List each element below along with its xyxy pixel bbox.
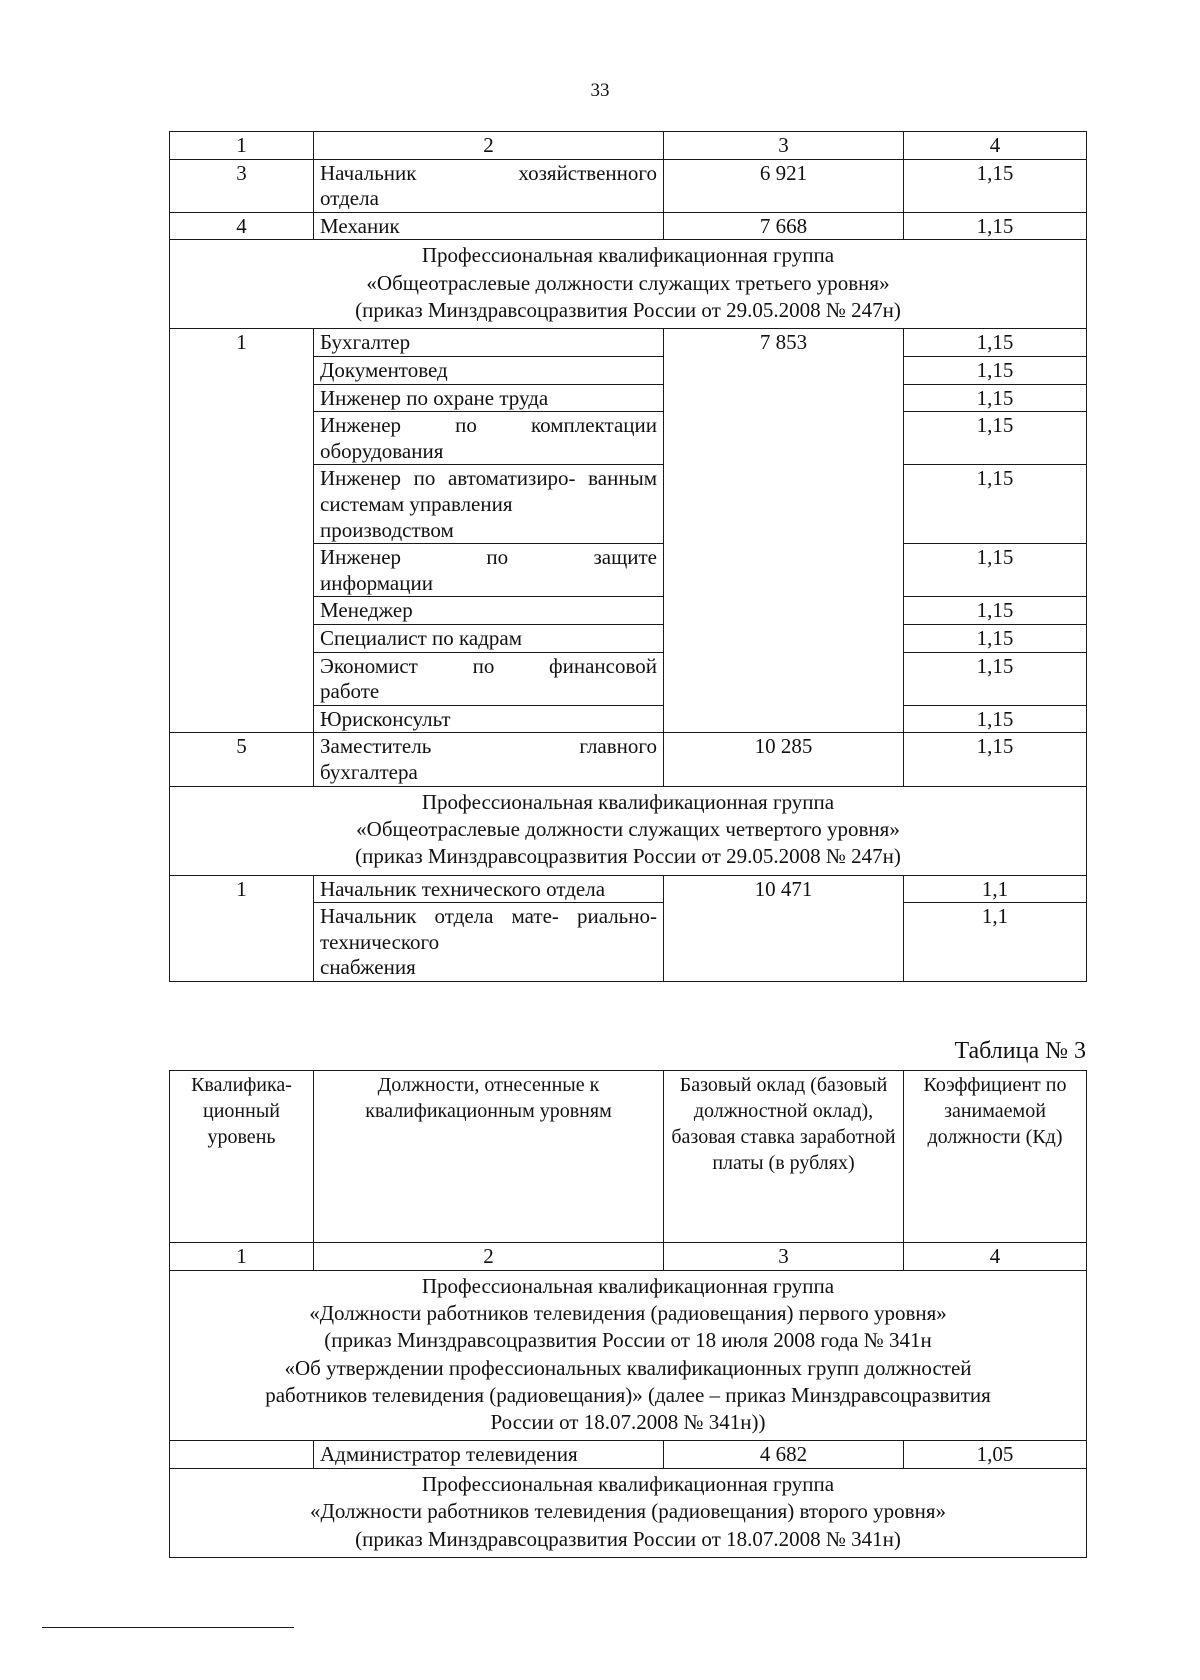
colnum-3: 3	[664, 1243, 904, 1271]
position-cell: Документовед	[314, 356, 664, 384]
position-text-line: работе	[320, 679, 380, 704]
coefficient-cell: 1,15	[904, 544, 1087, 597]
position-cell: Начальник технического отдела	[314, 875, 664, 903]
table-row	[170, 212, 1087, 240]
position-cell: Механик	[314, 212, 664, 240]
position-text-line: снабжения	[320, 955, 416, 980]
position-text-line: бухгалтера	[320, 760, 418, 785]
colnum-1: 1	[170, 132, 314, 160]
coefficient-cell: 1,15	[904, 356, 1087, 384]
coefficient-cell: 1,15	[904, 652, 1087, 705]
group-name: «Должности работников телевидения (радиовещания) второго уровня»	[310, 1499, 946, 1524]
position-text-line: Экономист по финансовой	[320, 653, 657, 678]
group-title: Профессиональная квалификационная группа	[421, 1472, 835, 1496]
header-base-salary: Базовый оклад (базовый должностной оклад), базовая ставка заработной платы (в рублях)	[664, 1071, 904, 1243]
colnum-2: 2	[314, 1243, 664, 1271]
position-text-line: Начальник хозяйственного	[320, 160, 657, 185]
colnum-4: 4	[904, 1243, 1087, 1271]
colnum-3: 3	[664, 132, 904, 160]
level-cell: 1	[170, 875, 314, 981]
group-header-row	[170, 1469, 1087, 1558]
footnote-rule	[42, 1627, 294, 1628]
group-order-reference: России от 18.07.2008 № 341н))	[490, 1410, 766, 1435]
group-name: «Должности работников телевидения (радиовещания) первого уровня»	[309, 1300, 947, 1325]
coefficient-cell: 1,05	[904, 1441, 1087, 1469]
position-text-line: производством	[320, 517, 454, 542]
group-title: Профессиональная квалификационная группа	[421, 789, 835, 814]
level-cell: 3	[170, 159, 314, 212]
position-cell	[314, 544, 664, 597]
coefficient-cell: 1,1	[904, 875, 1087, 903]
salary-cell: 10 471	[664, 875, 904, 981]
coefficient-cell: 1,15	[904, 412, 1087, 465]
position-cell	[314, 652, 664, 705]
salary-table-3	[169, 1070, 1087, 1558]
salary-cell: 4 682	[664, 1441, 904, 1469]
group-header-cell	[170, 1469, 1087, 1558]
coefficient-cell: 1,15	[904, 384, 1087, 412]
group-order-reference: (приказ Минздравсоцразвития России от 18 июля 2008 года № 341н	[324, 1328, 932, 1353]
position-cell: Менеджер	[314, 597, 664, 625]
position-cell	[314, 412, 664, 465]
page-number: 33	[590, 80, 610, 101]
coefficient-cell: 1,15	[904, 329, 1087, 357]
position-text-line: Инженер по автоматизиро- ванным системам управления	[320, 466, 657, 516]
column-number-row	[170, 132, 1087, 160]
group-order-reference: (приказ Минздравсоцразвития России от 18.07.2008 № 341н)	[355, 1526, 901, 1551]
position-text-line: отдела	[320, 186, 379, 211]
coefficient-cell: 1,15	[904, 625, 1087, 653]
column-number-row	[170, 1243, 1087, 1271]
group-order-reference: «Об утверждении профессиональных квалификационных групп должностей	[284, 1355, 972, 1380]
header-level: Квалифика- ционный уровень	[170, 1071, 314, 1243]
coefficient-cell: 1,15	[904, 465, 1087, 544]
header-row	[170, 1071, 1087, 1243]
position-text-line: информации	[320, 570, 433, 595]
group-header-row	[170, 1270, 1087, 1441]
coefficient-cell: 1,15	[904, 597, 1087, 625]
level-cell: 5	[170, 733, 314, 786]
salary-cell: 7 668	[664, 212, 904, 240]
group-header-row	[170, 240, 1087, 329]
coefficient-cell: 1,15	[904, 705, 1087, 733]
position-cell: Юрисконсульт	[314, 705, 664, 733]
position-text-line: Заместитель главного	[320, 734, 657, 759]
header-coefficient: Коэффициент по занимаемой должности (Кд)	[904, 1071, 1087, 1243]
coefficient-cell: 1,15	[904, 212, 1087, 240]
position-text-line: Начальник отдела мате- риально-технического	[320, 904, 657, 954]
group-order-reference: (приказ Минздравсоцразвития России от 29.05.2008 № 247н)	[355, 844, 901, 869]
table-row	[170, 875, 1087, 903]
coefficient-cell: 1,1	[904, 903, 1087, 982]
position-cell: Инженер по охране труда	[314, 384, 664, 412]
position-cell	[314, 903, 664, 982]
group-header-cell	[170, 1270, 1087, 1441]
position-cell: Бухгалтер	[314, 329, 664, 357]
group-name: «Общеотраслевые должности служащих третьего уровня»	[366, 270, 890, 295]
level-cell: 1	[170, 329, 314, 733]
group-order-reference: работников телевидения (радиовещания)» (далее – приказ Минздравсоцразвития	[265, 1382, 991, 1407]
table-title: Таблица № 3	[954, 1038, 1086, 1064]
table-row	[170, 329, 1087, 357]
colnum-1: 1	[170, 1243, 314, 1271]
group-order-reference: (приказ Минздравсоцразвития России от 29.05.2008 № 247н)	[355, 298, 901, 323]
salary-cell: 10 285	[664, 733, 904, 786]
table-row	[170, 733, 1087, 786]
salary-cell: 7 853	[664, 329, 904, 733]
salary-cell: 6 921	[664, 159, 904, 212]
position-text-line: Инженер по комплектации	[320, 413, 657, 438]
level-cell: 4	[170, 212, 314, 240]
group-header-cell	[170, 240, 1087, 329]
group-title: Профессиональная квалификационная группа	[421, 243, 835, 268]
position-text-line: Инженер по защите	[320, 545, 657, 570]
position-cell	[314, 159, 664, 212]
colnum-4: 4	[904, 132, 1087, 160]
level-cell	[170, 1441, 314, 1469]
coefficient-cell: 1,15	[904, 159, 1087, 212]
coefficient-cell: 1,15	[904, 733, 1087, 786]
position-cell: Специалист по кадрам	[314, 625, 664, 653]
colnum-2: 2	[314, 132, 664, 160]
position-text-line: оборудования	[320, 438, 444, 463]
header-positions: Должности, отнесенные к квалификационным уровням	[314, 1071, 664, 1243]
group-name: «Общеотраслевые должности служащих четвертого уровня»	[356, 816, 900, 841]
group-header-cell	[170, 786, 1087, 875]
group-header-row	[170, 786, 1087, 875]
table-row	[170, 1441, 1087, 1469]
table-row	[170, 159, 1087, 212]
position-cell: Администратор телевидения	[314, 1441, 664, 1469]
salary-table-continued	[169, 131, 1087, 982]
group-title: Профессиональная квалификационная группа	[421, 1273, 835, 1298]
position-cell	[314, 465, 664, 544]
position-cell	[314, 733, 664, 786]
